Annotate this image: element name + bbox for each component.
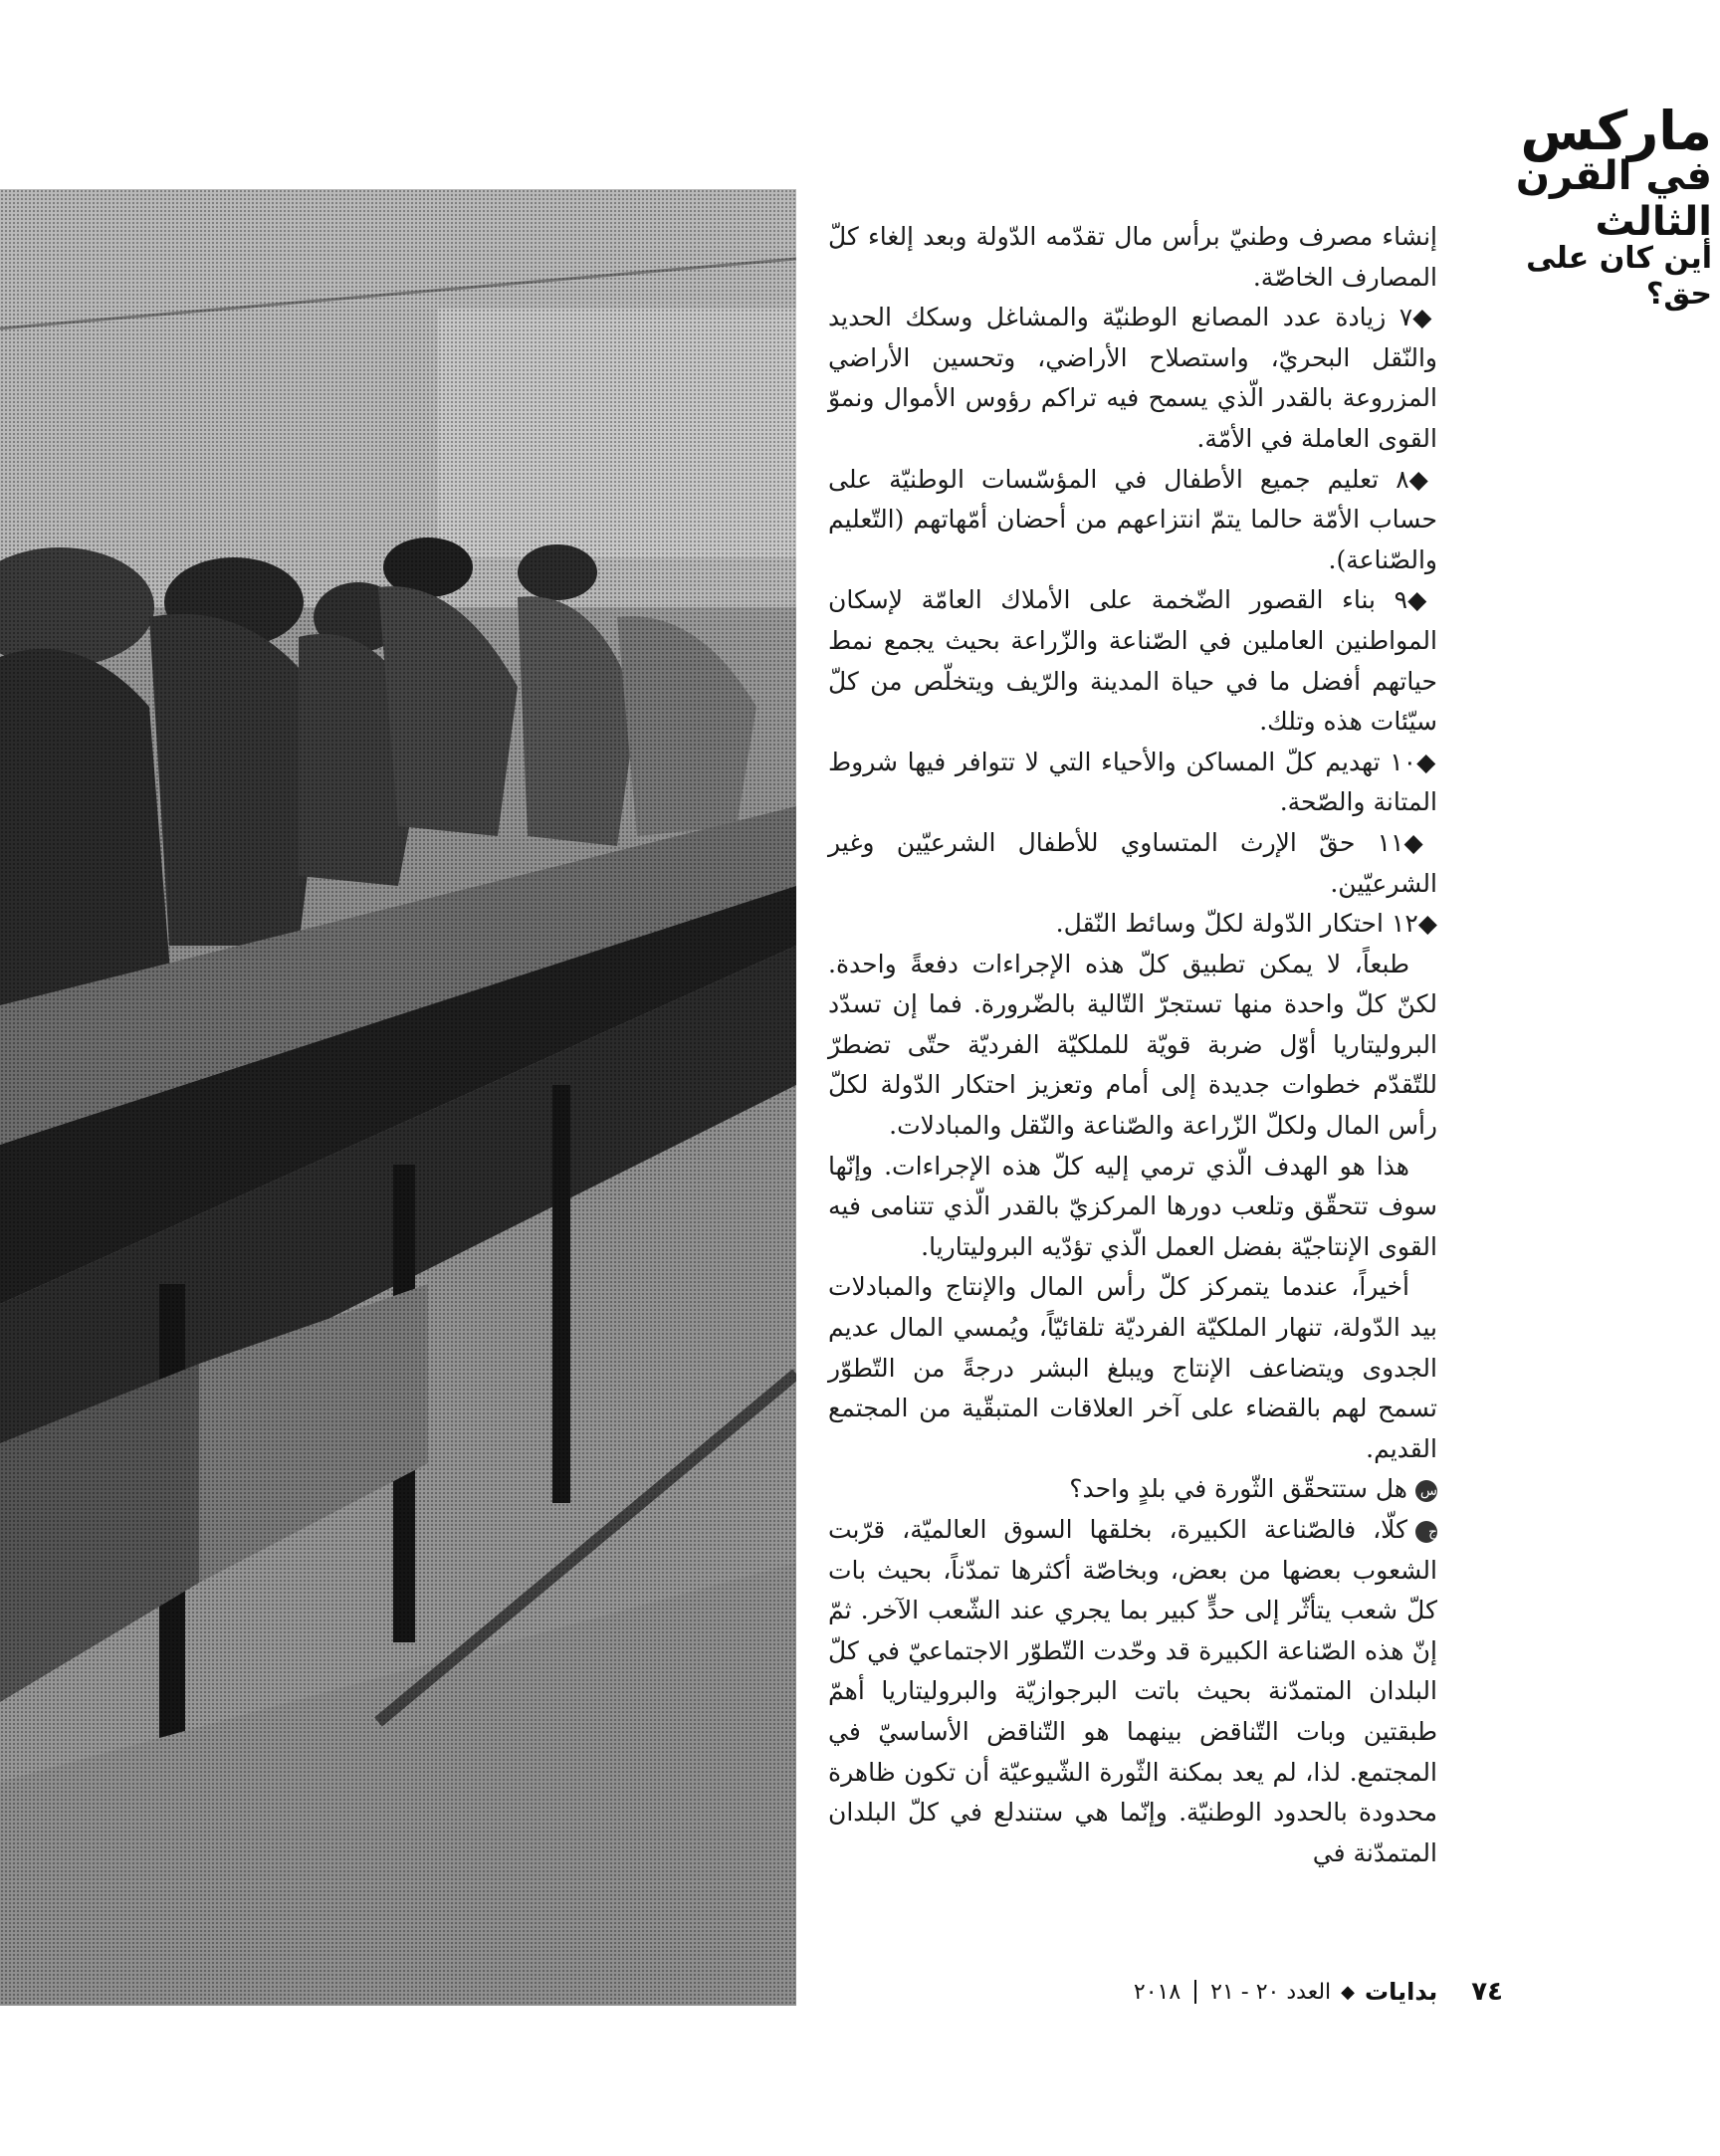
article-column [828,217,1437,1873]
factory-photo [0,189,796,2006]
paragraph: ◆٨ تعليم جميع الأطفال في المؤسّسات الوطنيّة على حساب الأمّة حالما يتمّ انتزاعهم من أحضان أمّهاتهم (التّعليم والصّناعة). [828,464,1437,574]
question-mark-icon: س [1415,1480,1437,1502]
magazine-name: بدايات [1365,1978,1438,2006]
paragraph: ◆٧ زيادة عدد المصانع الوطنيّة والمشاغل وسكك الحديد والنّقل البحريّ، واستصلاح الأراضي، وتحسين الأراضي المزروعة بالقدر الّذي يسمح فيه تراكم رؤوس الأموال ونموّ القوى العاملة في الأمّة. [828,303,1437,453]
paragraph: ◆١٠ تهديم كلّ المساكن والأحياء التي لا تتوافر فيها شروط المتانة والصّحة. [828,747,1437,817]
answer-text: كلّا، فالصّناعة الكبيرة، بخلقها السوق العالميّة، قرّبت الشعوب بعضها من بعض، وبخاصّة أكثرها تمدّناً، بحيث بات كلّ شعب يتأثّر إلى حدٍّ كبير بما يجري عند الشّعب الآخر. ثمّ إنّ هذه الصّناعة الكبيرة قد وحّدت التّطوّر الاجتماعيّ في كلّ البلدان المتمدّنة بحيث باتت البرجوازيّة والبروليتاريا أهمّ طبقتين وبات التّناقض بينهما هو التّناقض الأساسيّ في المجتمع. لذا، لم يعد بمكنة الثّورة الشّيوعيّة أن تكون ظاهرة محدودة بالحدود الوطنيّة. وإنّما هي ستندلع في كلّ البلدان المتمدّنة في [828,1515,1437,1867]
factory-workers-photo-icon [0,189,796,2006]
issue-year: ٢٠١٨ [1133,1979,1182,2005]
logo-line-1: ماركس [1520,100,1712,162]
paragraph: ◆١٢ احتكار الدّولة لكلّ وسائط النّقل. [1055,909,1437,939]
page-number: ٧٤ [1471,1977,1503,2007]
paragraph: ◆١١ حقّ الإرث المتساوي للأطفال الشرعيّين وغير الشرعيّين. [828,827,1437,898]
answer-paragraph [828,1510,1437,1873]
diamond-icon: ◆ [1341,1981,1355,2003]
question-text: هل ستتحقّق الثّورة في بلدٍ واحد؟ [1069,1474,1407,1504]
issue-number: العدد ٢٠ - ٢١ [1210,1979,1332,2005]
paragraph: طبعاً، لا يمكن تطبيق كلّ هذه الإجراءات دفعةً واحدة. لكنّ كلّ واحدة منها تستجرّ التّالية بالضّرورة. فما إن تسدّد البروليتاريا أوّل ضربة قويّة للملكيّة الفرديّة حتّى تضطرّ للتّقدّم خطوات جديدة إلى أمام وتعزيز احتكار الدّولة لكلّ رأس المال ولكلّ الزّراعة والصّناعة والنّقل والمبادلات. [828,949,1437,1141]
answer-mark-icon: ج [1415,1521,1437,1543]
series-logo [1493,100,1712,312]
paragraph: ◆٩ بناء القصور الضّخمة على الأملاك العامّة لإسكان المواطنين العاملين في الصّناعة والزّراعة بحيث يجمع نمط حياتهم أفضل ما في حياة المدينة والرّيف ويتخلّص من كلّ سيّئات هذه وتلك. [828,585,1437,737]
paragraph: أخيراً، عندما يتمركز كلّ رأس المال والإنتاج والمبادلات بيد الدّولة، تنهار الملكيّة الفرديّة تلقائيّاً، ويُمسي المال عديم الجدوى ويتضاعف الإنتاج ويبلغ البشر درجةً من التّطوّر تسمح لهم بالقضاء على آخر العلاقات المتبقّية من المجتمع القديم. [828,1272,1437,1463]
logo-line-3: أين كان على حق؟ [1526,241,1712,312]
page-footer [1134,1977,1503,2007]
footer-divider [1194,1980,1196,2004]
question-paragraph [828,1469,1437,1510]
logo-line-2: في القرن الثالث [1515,153,1712,245]
paragraph: إنشاء مصرف وطنيّ برأس مال تقدّمه الدّولة وبعد إلغاء كلّ المصارف الخاصّة. [828,222,1437,292]
paragraph: هذا هو الهدف الّذي ترمي إليه كلّ هذه الإجراءات. وإنّها سوف تتحقّق وتلعب دورها المركزيّ بالقدر الّذي تتنامى فيه القوى الإنتاجيّة بفضل العمل الّذي تؤدّيه البروليتاريا. [828,1151,1437,1261]
